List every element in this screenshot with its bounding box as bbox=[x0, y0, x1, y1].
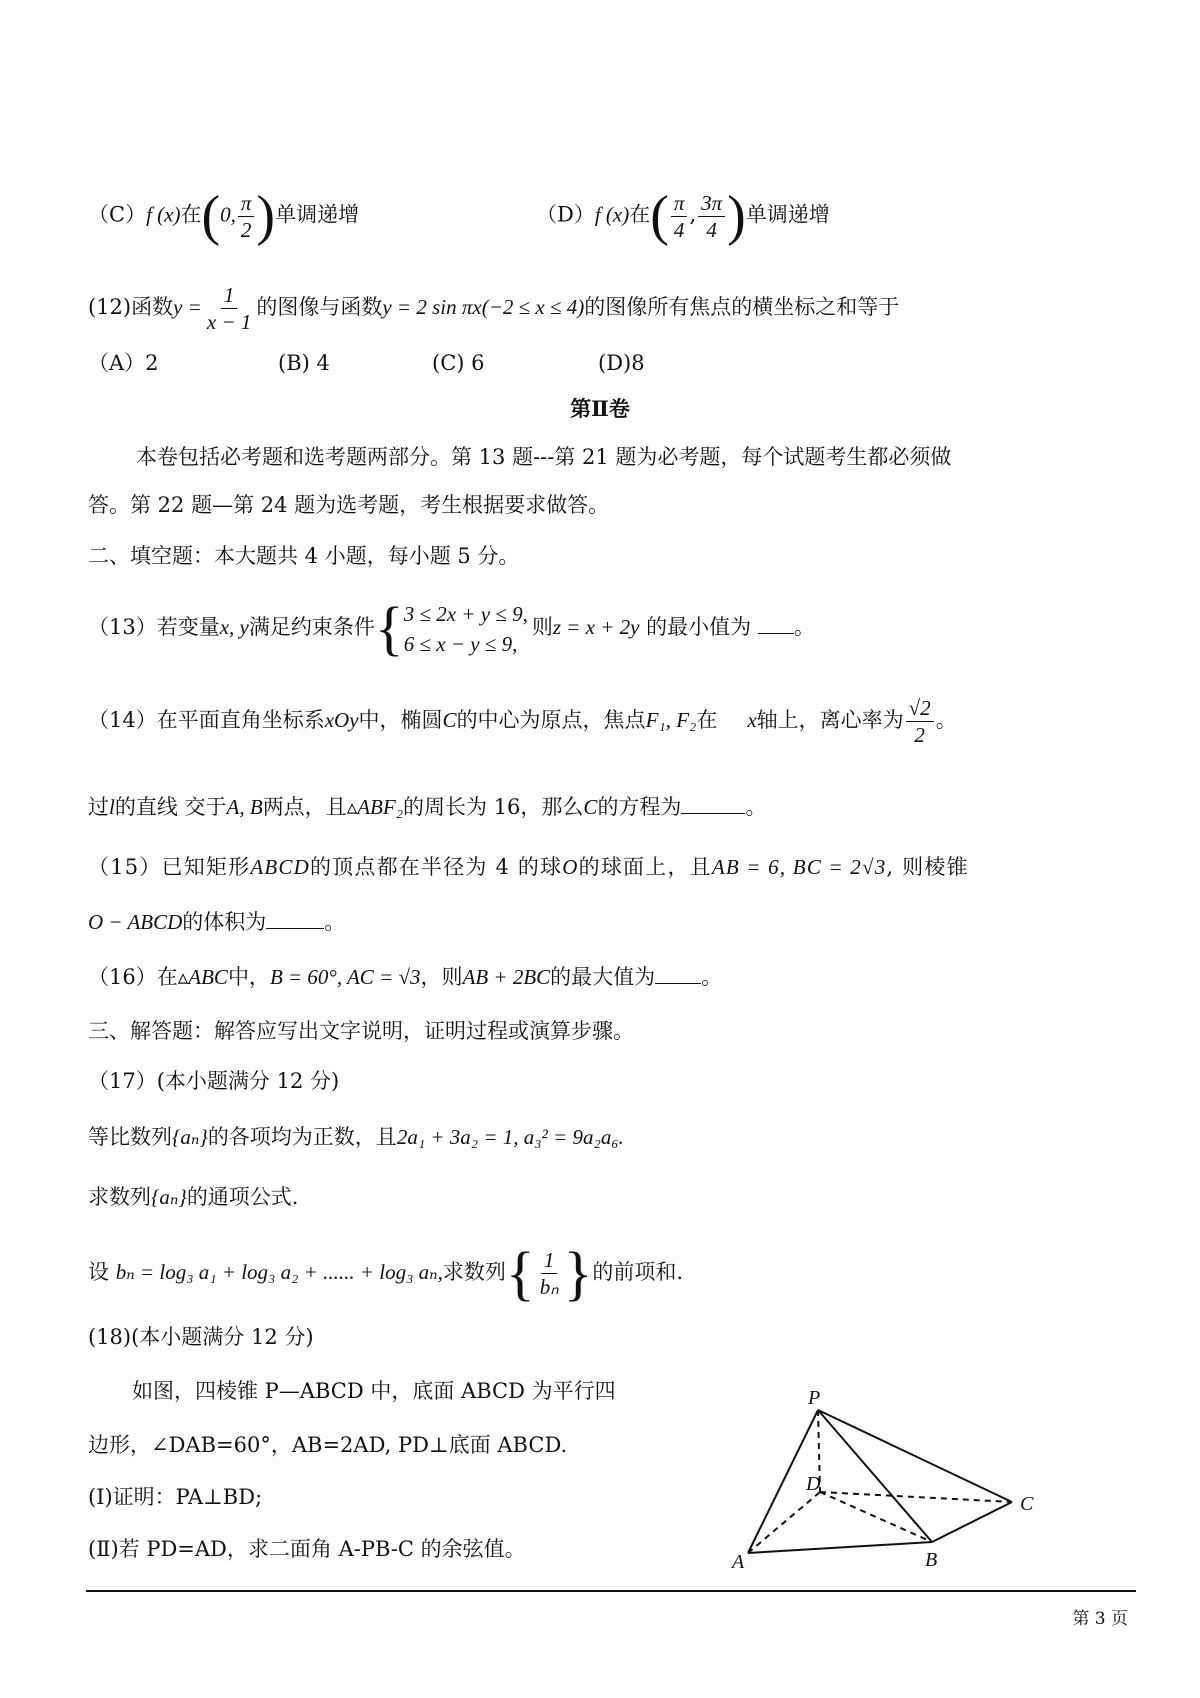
q17-line3: 设 bₙ = log₃ a₁ + log₃ a₂ + ...... + log₃ aₙ,求数列{ $\frac{1}{\text{bₙ}}$ }的前项和. bbox=[88, 1240, 684, 1307]
q12-option-d: (D)8 bbox=[598, 351, 645, 375]
q11-d-fraction-b: $\frac{3\pi}{4}$ bbox=[698, 190, 725, 243]
label-c: C bbox=[1020, 1493, 1034, 1515]
q13-answer-blank[interactable] bbox=[758, 615, 794, 634]
label-d: D bbox=[806, 1473, 821, 1495]
q11-c-fraction: $\frac{\pi}{2}$ bbox=[238, 190, 255, 243]
q18-line1: 如图，四棱锥 P—ABCD 中，底面 ABCD 为平行四 bbox=[132, 1379, 616, 1403]
edge-ad bbox=[748, 1492, 820, 1553]
label-a: A bbox=[732, 1551, 745, 1573]
q12-fraction: $\frac{1}{x - 1}$ bbox=[206, 283, 252, 334]
section-intro-2: 答。第 22 题—第 24 题为选考题，考生根据要求做答。 bbox=[88, 493, 610, 517]
edge-ab bbox=[748, 1542, 932, 1553]
q11-d-fraction-a: $\frac{\pi}{4}$ bbox=[671, 190, 688, 243]
q11-option-d: （D）f (x)在( $\frac{\pi}{4}$ , $\frac{3\pi}{4}$ )单调递增 bbox=[536, 185, 830, 247]
q15-answer-blank[interactable] bbox=[266, 910, 324, 929]
q13: （13）若变量x, y满足约束条件{ 3 ≤ 2x + y ≤ 9, 6 ≤ x − y ≤ 9, 则z = x + 2y 的最小值为 。 bbox=[88, 595, 815, 662]
q12-stem: (12)函数y = $\frac{1}{x - 1}$ 的图像与函数y = 2 sin πx(−2 ≤ x ≤ 4)的图像所有焦点的横坐标之和等于 bbox=[88, 283, 900, 334]
q12-option-a: （A）2 bbox=[88, 351, 159, 375]
section-title: 第Ⅱ卷 bbox=[570, 396, 630, 421]
q14-line1: （14）在平面直角坐标系xOy中，椭圆C的中心为原点，焦点F₁, F₂在 x轴上，离心率为 $\frac{√2}{2}$ 。 bbox=[88, 696, 957, 747]
part2-heading: 二、填空题：本大题共 4 小题，每小题 5 分。 bbox=[88, 544, 520, 568]
q14-line2: 过l的直线 交于A, B两点，且▵ABF₂的周长为 16，那么C的方程为 。 bbox=[88, 795, 767, 819]
q17-line2: 求数列{aₙ}的通项公式. bbox=[88, 1185, 299, 1209]
q18-header: (18)(本小题满分 12 分) bbox=[88, 1325, 314, 1349]
q18-line2: 边形，∠DAB=60°，AB=2AD, PD⊥底面 ABCD. bbox=[88, 1433, 568, 1457]
q16-answer-blank[interactable] bbox=[655, 965, 701, 984]
q18-line3: (Ⅰ)证明：PA⊥BD; bbox=[88, 1485, 263, 1509]
q11-option-c: （C）f (x)在(0, $\frac{\pi}{2}$ )单调递增 bbox=[88, 185, 360, 247]
q17-line1: 等比数列{aₙ}的各项均为正数，且2a₁ + 3a₂ = 1, a₃² = 9a₂a₆. bbox=[88, 1125, 624, 1149]
pyramid-figure bbox=[720, 1380, 1050, 1580]
q14-answer-blank[interactable] bbox=[681, 795, 745, 814]
section-intro-1: 本卷包括必考题和选考题两部分。第 13 题---第 21 题为必考题，每个试题考生都必须做 bbox=[136, 445, 952, 469]
q13-constraints: 3 ≤ 2x + y ≤ 9, 6 ≤ x − y ≤ 9, bbox=[403, 601, 528, 656]
q14-eccentricity: $\frac{√2}{2}$ bbox=[906, 695, 934, 748]
q15-line2: O − ABCD的体积为 。 bbox=[88, 910, 346, 934]
edge-pb bbox=[818, 1410, 932, 1542]
q12-option-b: (B) 4 bbox=[278, 351, 330, 375]
label-b: B bbox=[925, 1549, 938, 1571]
edge-db bbox=[820, 1492, 932, 1542]
edge-bc bbox=[932, 1502, 1012, 1542]
q17-header: （17）(本小题满分 12 分) bbox=[88, 1069, 340, 1093]
part3-heading: 三、解答题：解答应写出文字说明，证明过程或演算步骤。 bbox=[88, 1019, 634, 1043]
edge-pc bbox=[818, 1410, 1012, 1502]
q16: （16）在▵ABC中，B = 60°, AC = √3，则AB + 2BC的最大值为 。 bbox=[88, 965, 723, 989]
label-p: P bbox=[808, 1387, 821, 1409]
q17-fraction: $\frac{1}{\text{bₙ}}$ bbox=[539, 1248, 559, 1299]
footer-rule bbox=[86, 1590, 1136, 1592]
q12-option-c: (C) 6 bbox=[432, 351, 485, 375]
q18-line4: (Ⅱ)若 PD=AD，求二面角 A-PB-C 的余弦值。 bbox=[88, 1537, 526, 1561]
q15-line1: （15）已知矩形ABCD的顶点都在半径为 4 的球O的球面上，且AB = 6, BC = 2√3, 则棱锥 bbox=[88, 855, 969, 879]
edge-dc bbox=[820, 1492, 1012, 1502]
page-number: 第 3 页 bbox=[1072, 1609, 1128, 1629]
